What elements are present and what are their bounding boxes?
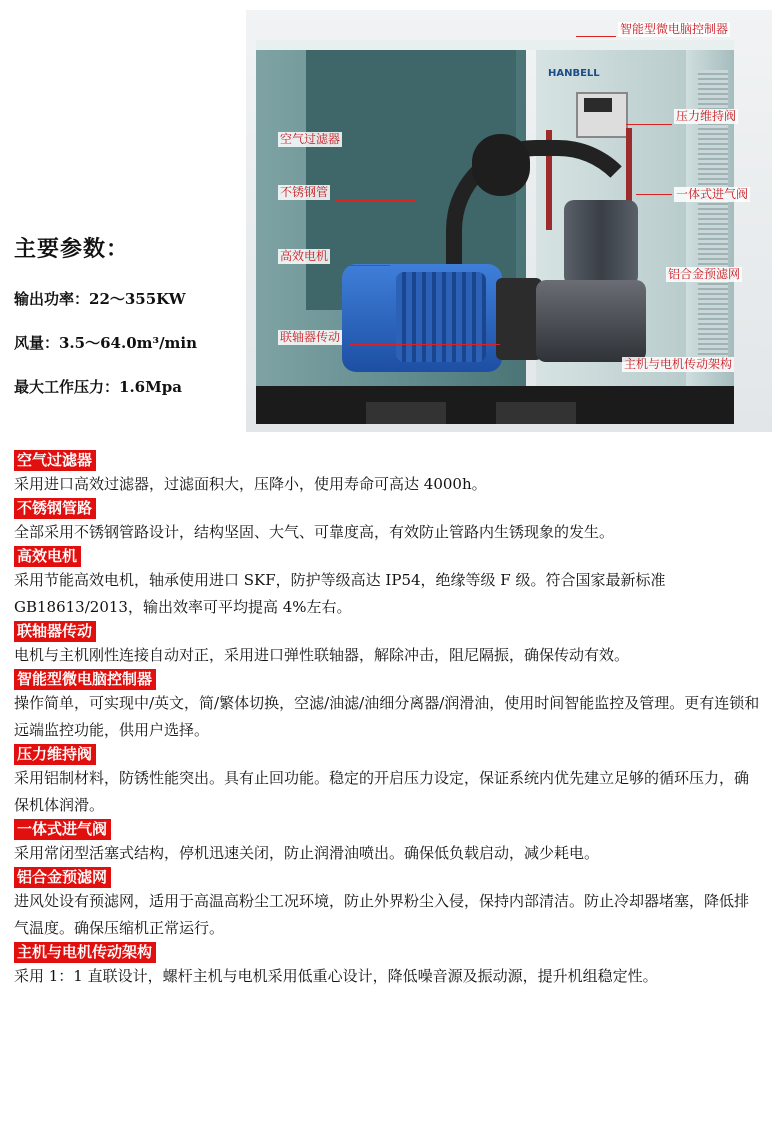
motor-cooling-fins	[396, 272, 486, 362]
callout-line	[576, 36, 616, 37]
forklift-slot	[496, 402, 576, 424]
feature-item	[14, 546, 764, 621]
callout-prefilter: 铝合金预滤网	[668, 267, 741, 281]
callout-line	[636, 194, 672, 195]
callout-line	[330, 265, 390, 266]
feature-title: 不锈钢管路	[14, 498, 96, 519]
feature-item	[14, 867, 764, 942]
feature-item	[14, 498, 764, 546]
top-section	[0, 0, 778, 445]
feature-item	[14, 942, 764, 990]
feature-title: 空气过滤器	[14, 450, 96, 471]
callout-steel-pipe: 不锈钢管	[280, 185, 329, 199]
main-parameters	[14, 232, 254, 421]
oil-separator	[564, 200, 638, 286]
feature-item	[14, 621, 764, 669]
cabinet-base	[256, 386, 734, 424]
feature-item	[14, 669, 764, 744]
feature-title: 压力维持阀	[14, 744, 96, 765]
output-power: 输出功率：22～355KW	[14, 290, 186, 308]
feature-description: 操作简单，可实现中/英文，简/繁体切换，空滤/油滤/油细分离器/润滑油，使用时间智能监控及管理。更有连锁和远端监控功能，供用户选择。	[14, 694, 760, 739]
feature-list	[14, 450, 764, 990]
feature-description: 采用节能高效电机，轴承使用进口 SKF，防护等级高达 IP54，绝缘等级 F 级。符合国家最新标准 GB18613/2013，输出效率可平均提高 4%左右。	[14, 571, 666, 616]
compressor-illustration	[246, 10, 772, 432]
callout-controller: 智能型微电脑控制器	[620, 22, 729, 36]
callout-line	[626, 124, 672, 125]
feature-title: 高效电机	[14, 546, 81, 567]
controller-screen	[584, 98, 612, 112]
brand-logo: HANBELL	[548, 68, 600, 79]
feature-item	[14, 744, 764, 819]
cabinet-top-frame	[256, 40, 734, 50]
parameters-title: 主要参数：	[14, 236, 130, 262]
callout-motor: 高效电机	[280, 249, 329, 263]
feature-description: 进风处设有预滤网，适用于高温高粉尘工况环境，防止外界粉尘入侵，保持内部清洁。防止冷却器堵塞，降低排气温度。确保压缩机正常运行。	[14, 892, 750, 937]
feature-description: 采用铝制材料，防锈性能突出。具有止回功能。稳定的开启压力设定，保证系统内优先建立足够的循环压力，确保机体润滑。	[14, 769, 750, 814]
feature-title: 联轴器传动	[14, 621, 96, 642]
forklift-slot	[366, 402, 446, 424]
callout-line	[350, 139, 476, 140]
air-filter-housing	[472, 134, 530, 196]
callout-drive-frame: 主机与电机传动架构	[624, 357, 733, 371]
feature-title: 主机与电机传动架构	[14, 942, 156, 963]
feature-title: 一体式进气阀	[14, 819, 111, 840]
callout-coupling: 联轴器传动	[280, 330, 341, 344]
feature-item	[14, 819, 764, 867]
callout-line	[336, 200, 416, 201]
feature-description: 采用进口高效过滤器，过滤面积大，压降小，使用寿命可高达 4000h。	[14, 475, 487, 493]
feature-description: 采用常闭型活塞式结构，停机迅速关闭，防止润滑油喷出。确保低负载启动，减少耗电。	[14, 844, 600, 862]
callout-intake-valve: 一体式进气阀	[676, 187, 749, 201]
feature-description: 全部采用不锈钢管路设计，结构坚固、大气、可靠度高，有效防止管路内生锈现象的发生。	[14, 523, 615, 541]
callout-air-filter: 空气过滤器	[280, 132, 341, 146]
callout-line	[350, 344, 500, 345]
feature-title: 铝合金预滤网	[14, 867, 111, 888]
feature-title: 智能型微电脑控制器	[14, 669, 156, 690]
max-pressure: 最大工作压力：1.6Mpa	[14, 378, 182, 396]
screw-airend	[536, 280, 646, 362]
feature-description: 采用 1：1 直联设计，螺杆主机与电机采用低重心设计，降低噪音源及振动源，提升机组稳定性。	[14, 967, 658, 985]
feature-description: 电机与主机刚性连接自动对正，采用进口弹性联轴器，解除冲击，阻尼隔振，确保传动有效。	[14, 646, 630, 664]
feature-item	[14, 450, 764, 498]
air-flow: 风量：3.5～64.0m³/min	[14, 334, 198, 352]
callout-pressure-valve: 压力维持阀	[676, 109, 737, 123]
